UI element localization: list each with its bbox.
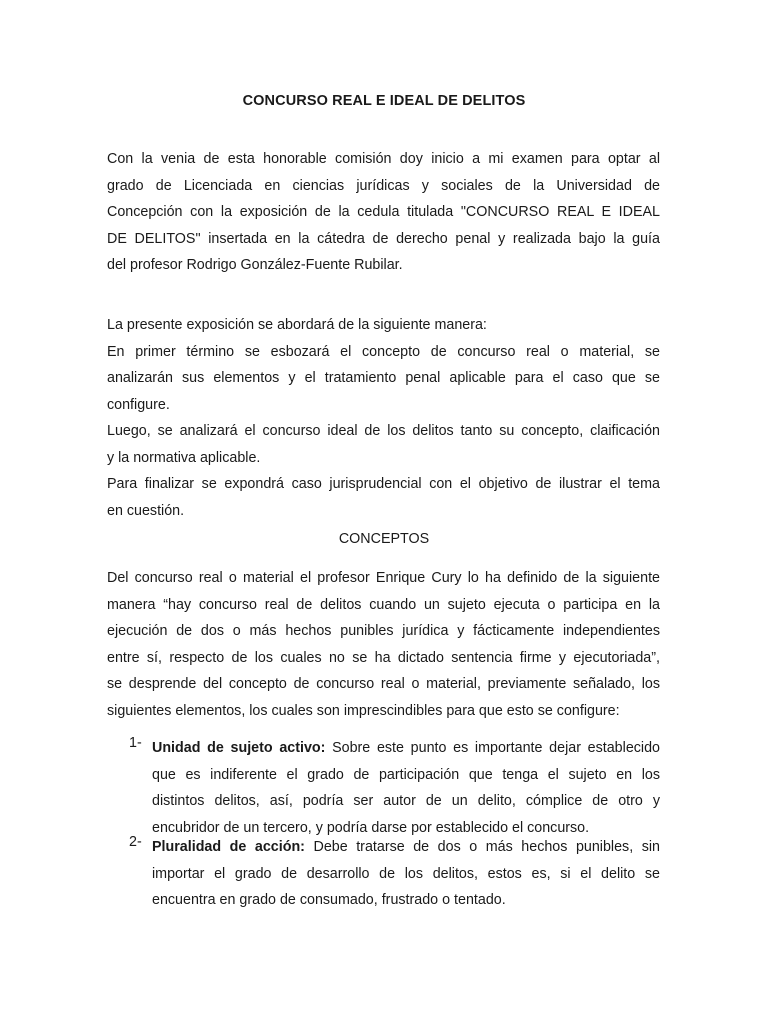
text-line xyxy=(152,834,660,861)
text-line: analizarán sus elementos y el tratamiento penal aplicable para el caso que se xyxy=(107,370,660,386)
concepts-paragraph xyxy=(107,565,660,724)
text-line: Luego, se analizará el concurso ideal de los delitos tanto su concepto, claificación xyxy=(107,423,660,439)
list-item-body xyxy=(152,834,660,914)
text-line: DE DELITOS" insertada en la cátedra de derecho penal y realizada bajo la guía xyxy=(107,230,660,247)
text-line: La presente exposición se abordará de la siguiente manera: xyxy=(107,317,487,333)
text-line: encuentra en grado de consumado, frustrado o tentado. xyxy=(152,892,506,908)
text-line: manera “hay concurso real de delitos cuando un sujeto ejecuta o participa en la xyxy=(107,596,660,613)
text-line: que es indiferente el grado de participación que tenga el sujeto en los xyxy=(152,766,660,783)
text-line: Para finalizar se expondrá caso jurisprudencial con el objetivo de ilustrar el tema xyxy=(107,476,660,492)
text-line xyxy=(152,735,660,762)
list-item-label: Unidad de sujeto activo: xyxy=(152,740,326,756)
text-line: importar el grado de desarrollo de los delitos, estos es, si el delito se xyxy=(152,865,660,882)
text-line: ejecución de dos o más hechos punibles jurídica y fácticamente independientes xyxy=(107,623,660,639)
text-line: se desprende del concepto de concurso real o material, previamente señalado, los xyxy=(107,676,660,692)
section-heading-conceptos: CONCEPTOS xyxy=(338,531,430,547)
text-line: del profesor Rodrigo González-Fuente Rubilar. xyxy=(107,257,403,273)
intro-paragraph xyxy=(107,146,660,279)
text-line: entre sí, respecto de los cuales no se ha dictado sentencia firme y ejecutoriada”, xyxy=(107,649,660,666)
list-item-label: Pluralidad de acción: xyxy=(152,839,305,855)
text-line: y la normativa aplicable. xyxy=(107,449,261,466)
text-line: En primer término se esbozará el concepto de concurso real o material, se xyxy=(107,343,660,360)
text-line: configure. xyxy=(107,396,170,413)
text-line: Concepción con la exposición de la cedula titulada "CONCURSO REAL E IDEAL xyxy=(107,204,660,220)
text-line: en cuestión. xyxy=(107,502,185,519)
text-line: encubridor de un tercero, y podría darse por establecido el concurso. xyxy=(152,819,590,836)
text-line: grado de Licenciada en ciencias jurídicas y sociales de la Universidad de xyxy=(107,177,660,194)
text-line: siguientes elementos, los cuales son imprescindibles para que esto se configure: xyxy=(107,702,620,719)
list-number: 2- xyxy=(129,834,142,850)
document-title: CONCURSO REAL E IDEAL DE DELITOS xyxy=(242,93,526,109)
text-line: Del concurso real o material el profesor Enrique Cury lo ha definido de la siguiente xyxy=(107,570,660,586)
text-line: distintos delitos, así, podría ser autor de un delito, cómplice de otro y xyxy=(152,793,660,809)
list-item-text: Debe tratarse de dos o más hechos punibles, sin xyxy=(304,839,660,855)
list-item-body xyxy=(152,735,660,841)
list-number: 1- xyxy=(129,735,142,751)
list-item-text: Sobre este punto es importante dejar establecido xyxy=(325,740,660,756)
plan-paragraph xyxy=(107,312,660,524)
text-line: Con la venia de esta honorable comisión doy inicio a mi examen para optar al xyxy=(107,151,660,167)
